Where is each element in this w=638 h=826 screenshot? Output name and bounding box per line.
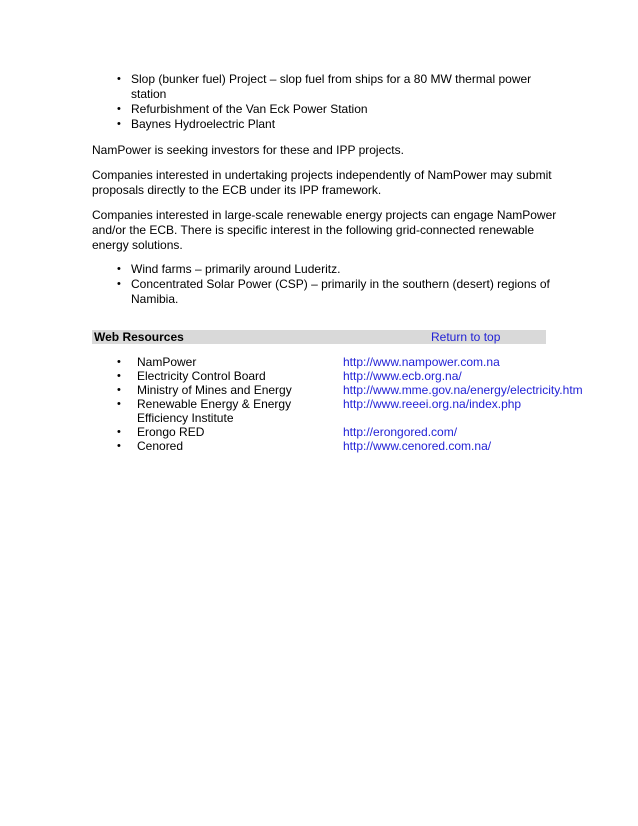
list-item-csp: Concentrated Solar Power (CSP) – primarily in the southern (desert) regions of — [131, 277, 550, 291]
resource-name-reeei: Renewable Energy & Energy — [137, 397, 292, 411]
resource-name-erongo: Erongo RED — [137, 425, 205, 439]
bullet-icon: • — [117, 263, 121, 275]
resource-name-nampower: NamPower — [137, 355, 197, 369]
bullet-icon: • — [117, 118, 121, 130]
paragraph-renewable-line3: energy solutions. — [92, 238, 183, 252]
bullet-icon: • — [117, 103, 121, 115]
paragraph-ipp-line1: Companies interested in undertaking projects independently of NamPower may submit — [92, 168, 552, 182]
list-item-wind-farms: Wind farms – primarily around Luderitz. — [131, 262, 341, 276]
list-item-van-eck: Refurbishment of the Van Eck Power Station — [131, 102, 368, 116]
bullet-icon: • — [117, 73, 121, 85]
bullet-icon: • — [117, 426, 121, 438]
list-item-csp-cont: Namibia. — [131, 292, 179, 306]
bullet-icon: • — [117, 356, 121, 368]
resource-link-reeei[interactable]: http://www.reeei.org.na/index.php — [343, 397, 522, 411]
resource-link-cenored[interactable]: http://www.cenored.com.na/ — [343, 439, 492, 453]
resource-link-ecb[interactable]: http://www.ecb.org.na/ — [343, 369, 462, 383]
bullet-icon: • — [117, 384, 121, 396]
bullet-icon: • — [117, 370, 121, 382]
list-item-slop-project: Slop (bunker fuel) Project – slop fuel from ships for a 80 MW thermal power — [131, 72, 532, 86]
web-resources-header — [92, 330, 546, 344]
bullet-icon: • — [117, 398, 121, 410]
bullet-icon: • — [117, 440, 121, 452]
paragraph-ipp-line2: proposals directly to the ECB under its IPP framework. — [92, 183, 382, 197]
resource-link-nampower[interactable]: http://www.nampower.com.na — [343, 355, 500, 369]
web-resources-title: Web Resources — [94, 330, 184, 344]
paragraph-renewable-line1: Companies interested in large-scale renewable energy projects can engage NamPower — [92, 208, 557, 222]
resource-name-reeei-cont: Efficiency Institute — [137, 411, 234, 425]
resource-link-erongo[interactable]: http://erongored.com/ — [343, 425, 458, 439]
paragraph-investors: NamPower is seeking investors for these and IPP projects. — [92, 143, 404, 157]
resource-name-ecb: Electricity Control Board — [137, 369, 266, 383]
resource-link-mme[interactable]: http://www.mme.gov.na/energy/electricity.htm — [343, 383, 583, 397]
list-item-slop-project-cont: station — [131, 87, 167, 101]
bullet-icon: • — [117, 278, 121, 290]
return-to-top-link[interactable]: Return to top — [431, 330, 501, 344]
list-item-baynes: Baynes Hydroelectric Plant — [131, 117, 276, 131]
resource-name-cenored: Cenored — [137, 439, 184, 453]
paragraph-renewable-line2: and/or the ECB. There is specific interest in the following grid-connected renewable — [92, 223, 535, 237]
resource-name-mme: Ministry of Mines and Energy — [137, 383, 292, 397]
